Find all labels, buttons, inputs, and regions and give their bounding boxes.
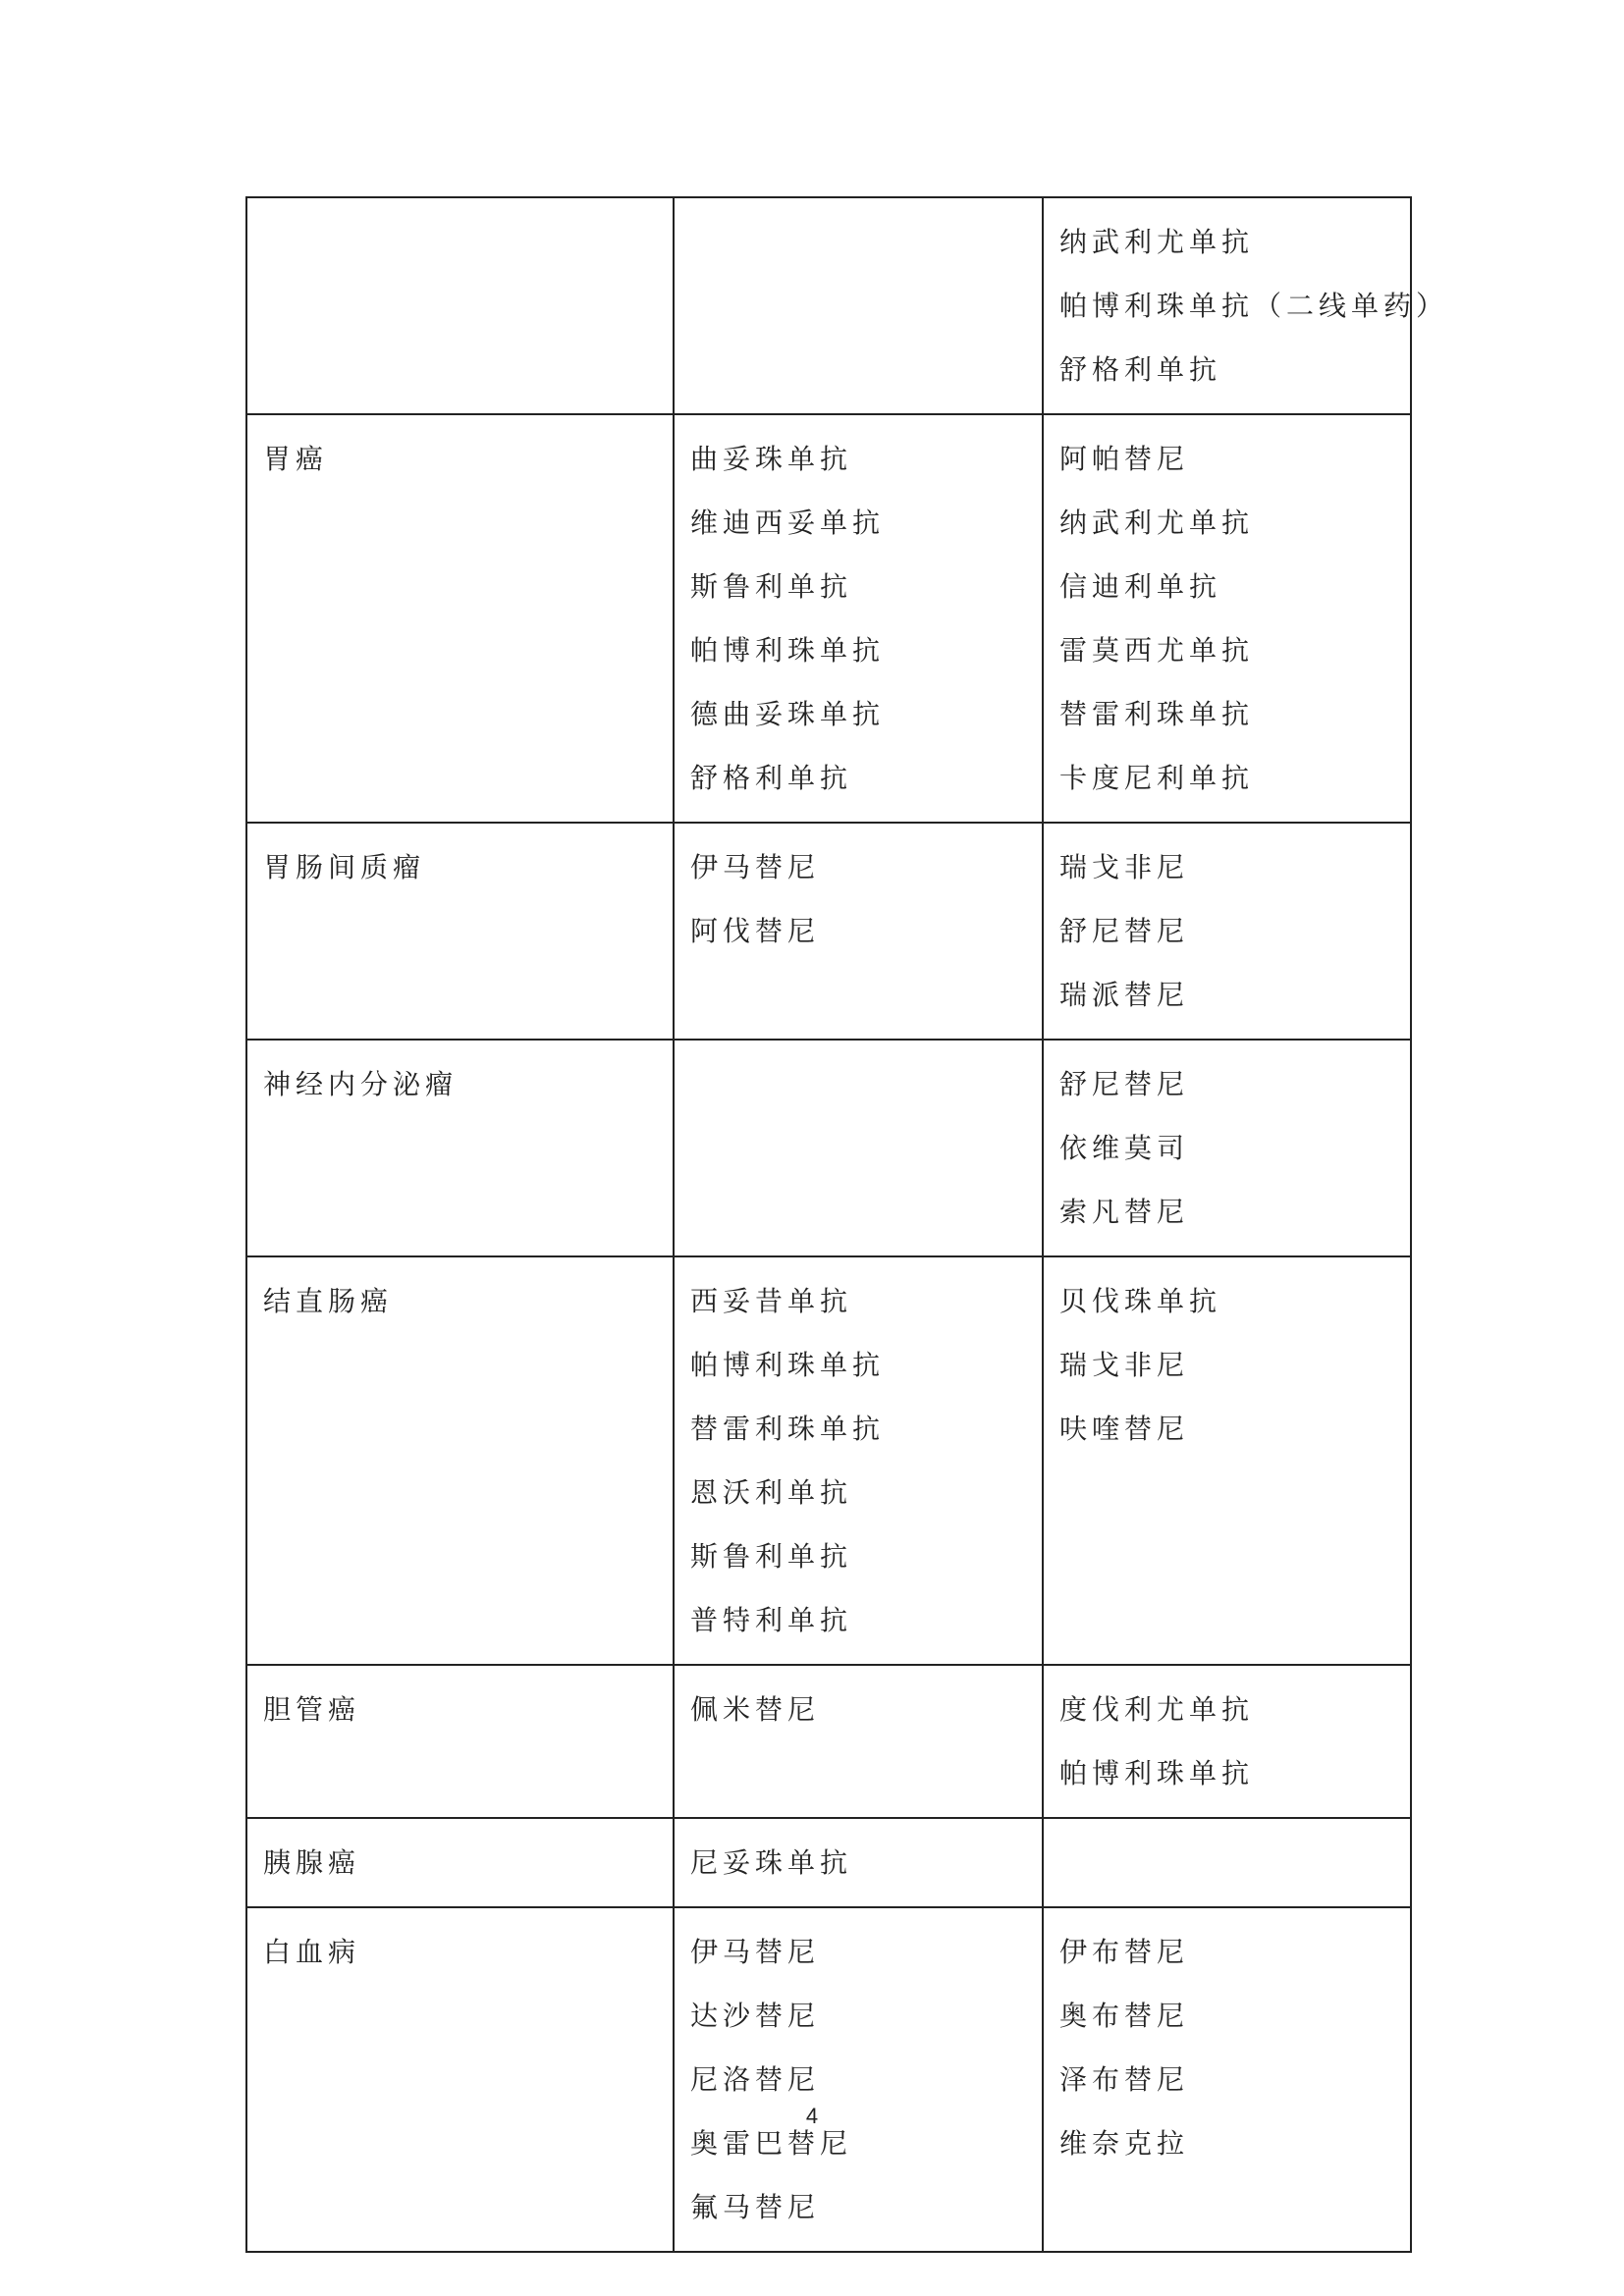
drug-name: 瑞戈非尼 xyxy=(1059,851,1190,883)
drug-name: 帕博利珠单抗 xyxy=(690,1349,886,1381)
drug-name: 佩米替尼 xyxy=(690,1693,821,1726)
drug-name: 维迪西妥单抗 xyxy=(690,507,886,539)
disease-cell xyxy=(246,1818,674,1907)
disease-cell xyxy=(246,823,674,1040)
drug-cell-col3 xyxy=(1043,1907,1411,2252)
drug-cell-col2 xyxy=(674,1040,1043,1256)
disease-cell xyxy=(246,1907,674,2252)
drug-name: 呋喹替尼 xyxy=(1059,1413,1190,1445)
drug-cell-col3 xyxy=(1043,414,1411,823)
drug-name: 阿帕替尼 xyxy=(1059,443,1190,475)
disease-name: 神经内分泌瘤 xyxy=(263,1068,459,1100)
drug-name: 斯鲁利单抗 xyxy=(690,570,853,603)
drug-name: 舒格利单抗 xyxy=(1059,353,1222,386)
drug-cell-col3 xyxy=(1043,1040,1411,1256)
drug-cell-col2 xyxy=(674,1665,1043,1818)
drug-name: 维奈克拉 xyxy=(1059,2127,1190,2160)
table-row xyxy=(246,1040,1411,1256)
drug-name: 达沙替尼 xyxy=(690,2000,821,2032)
drug-name: 纳武利尤单抗 xyxy=(1059,226,1255,258)
drug-name: 雷莫西尤单抗 xyxy=(1059,634,1255,667)
page-number: 4 xyxy=(805,2104,819,2128)
drug-cell-col3 xyxy=(1043,1818,1411,1907)
disease-cell xyxy=(246,1040,674,1256)
table-row xyxy=(246,1818,1411,1907)
drug-name: 帕博利珠单抗 xyxy=(1059,1757,1255,1789)
drug-name: 帕博利珠单抗（二线单药） xyxy=(1059,290,1449,322)
drug-name: 贝伐珠单抗 xyxy=(1059,1285,1222,1317)
drug-cell-col3 xyxy=(1043,1256,1411,1665)
drug-name: 依维莫司 xyxy=(1059,1132,1190,1164)
disease-name: 胃肠间质瘤 xyxy=(263,851,426,883)
disease-name: 胃癌 xyxy=(263,443,329,475)
drug-name: 普特利单抗 xyxy=(690,1604,853,1636)
drug-cell-col3 xyxy=(1043,823,1411,1040)
drug-cell-col3 xyxy=(1043,197,1449,414)
drug-name: 伊马替尼 xyxy=(690,1936,821,1968)
drug-name: 纳武利尤单抗 xyxy=(1059,507,1255,539)
drug-name: 信迪利单抗 xyxy=(1059,570,1222,603)
drug-name: 曲妥珠单抗 xyxy=(690,443,853,475)
table-row xyxy=(246,823,1411,1040)
drug-name: 德曲妥珠单抗 xyxy=(690,698,886,730)
drug-cell-col2 xyxy=(674,414,1043,823)
drug-name: 泽布替尼 xyxy=(1059,2063,1190,2096)
drug-name: 替雷利珠单抗 xyxy=(1059,698,1255,730)
drug-cell-col2 xyxy=(674,823,1043,1040)
disease-name: 结直肠癌 xyxy=(263,1285,394,1317)
drug-name: 氟马替尼 xyxy=(690,2191,821,2223)
drug-name: 舒尼替尼 xyxy=(1059,915,1190,947)
drug-name: 瑞派替尼 xyxy=(1059,979,1190,1011)
drug-name: 西妥昔单抗 xyxy=(690,1285,853,1317)
disease-name: 胰腺癌 xyxy=(263,1846,361,1879)
drug-name: 舒尼替尼 xyxy=(1059,1068,1190,1100)
drug-name: 瑞戈非尼 xyxy=(1059,1349,1190,1381)
disease-name: 胆管癌 xyxy=(263,1693,361,1726)
disease-cell xyxy=(246,1256,674,1665)
drug-name: 阿伐替尼 xyxy=(690,915,821,947)
disease-cell xyxy=(246,414,674,823)
drug-table xyxy=(245,196,1449,2253)
drug-name: 恩沃利单抗 xyxy=(690,1476,853,1509)
drug-name: 度伐利尤单抗 xyxy=(1059,1693,1255,1726)
drug-cell-col2 xyxy=(674,197,1043,414)
drug-cell-col2 xyxy=(674,1907,1043,2252)
drug-name: 索凡替尼 xyxy=(1059,1196,1190,1228)
disease-cell xyxy=(246,197,674,414)
drug-name: 替雷利珠单抗 xyxy=(690,1413,886,1445)
drug-cell-col2 xyxy=(674,1818,1043,1907)
drug-name: 奥雷巴替尼 xyxy=(690,2127,853,2160)
drug-cell-col3 xyxy=(1043,1665,1411,1818)
drug-name: 尼妥珠单抗 xyxy=(690,1846,853,1879)
disease-cell xyxy=(246,1665,674,1818)
table-row xyxy=(246,197,1411,414)
drug-cell-col2 xyxy=(674,1256,1043,1665)
drug-name: 卡度尼利单抗 xyxy=(1059,762,1255,794)
table-row xyxy=(246,414,1411,823)
table-row xyxy=(246,1907,1411,2252)
table-row xyxy=(246,1256,1411,1665)
drug-name: 斯鲁利单抗 xyxy=(690,1540,853,1573)
drug-name: 伊马替尼 xyxy=(690,851,821,883)
drug-name: 舒格利单抗 xyxy=(690,762,853,794)
drug-name: 伊布替尼 xyxy=(1059,1936,1190,1968)
table-row xyxy=(246,1665,1411,1818)
drug-name: 奥布替尼 xyxy=(1059,2000,1190,2032)
disease-name: 白血病 xyxy=(263,1936,361,1968)
drug-name: 帕博利珠单抗 xyxy=(690,634,886,667)
drug-name: 尼洛替尼 xyxy=(690,2063,821,2096)
